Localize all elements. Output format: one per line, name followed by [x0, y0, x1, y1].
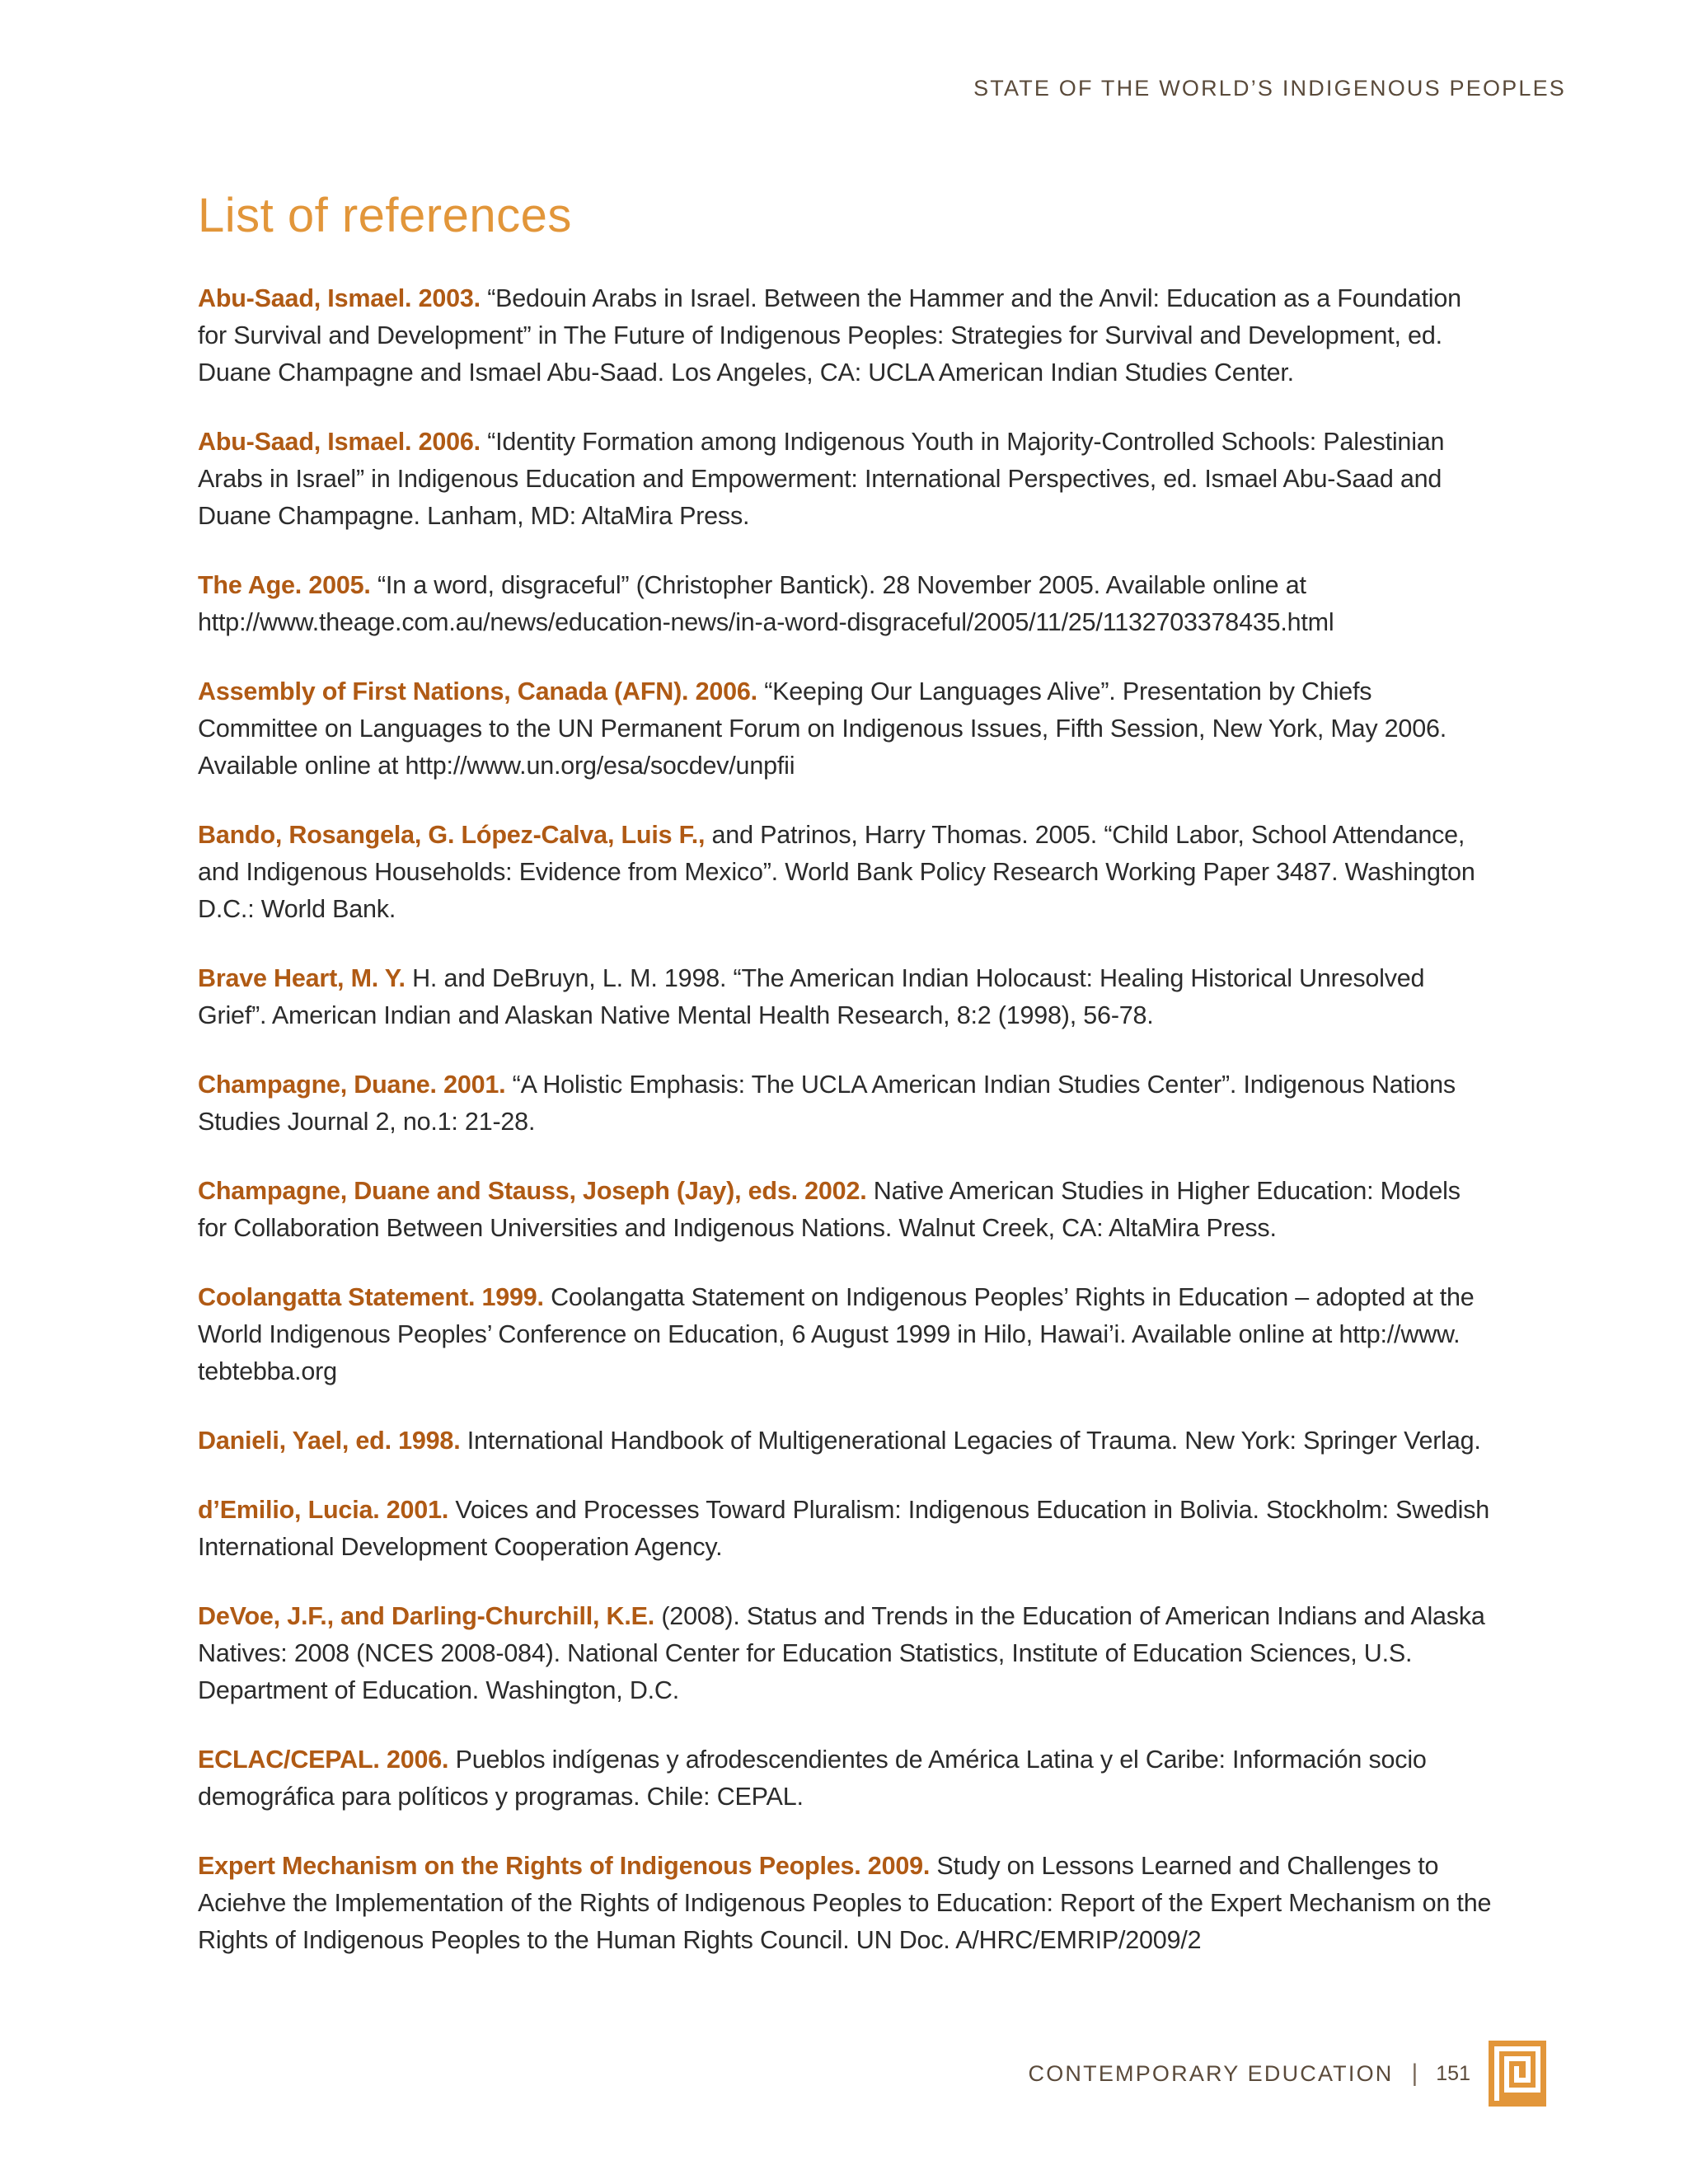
reference-text: (2008). Status and Trends in the Education of American Indians and Alaska Natives: 2008 (NCES 2008-084). National Center for Education Statistics, Institute of Education Sciences, U.S. Department of Education. Washington, D.C.	[198, 1602, 1485, 1704]
reference-text: H. and DeBruyn, L. M. 1998. “The American Indian Holocaust: Healing Historical Unresolved Grief”. American Indian and Alaskan Native Mental Health Research, 8:2 (1998), 56-78.	[198, 964, 1425, 1029]
reference-author: Abu-Saad, Ismael. 2003.	[198, 284, 481, 312]
footer-section-title: CONTEMPORARY EDUCATION	[1028, 2060, 1394, 2086]
reference-author: Assembly of First Nations, Canada (AFN). 2006.	[198, 677, 757, 705]
reference-text: “Bedouin Arabs in Israel. Between the Hammer and the Anvil: Education as a Foundation for Survival and Development” in The Future of Indigenous Peoples: Strategies for Survival and Development, ed. Duane Champagne and Ismael Abu-Saad. Los Angeles, CA: UCLA American Indian Studies Center.	[198, 284, 1461, 387]
reference-item	[198, 960, 1492, 1034]
reference-item	[198, 1741, 1492, 1816]
reference-item	[198, 1598, 1492, 1709]
reference-item	[198, 424, 1492, 535]
reference-text: and Patrinos, Harry Thomas. 2005. “Child Labor, School Attendance, and Indigenous Households: Evidence from Mexico”. World Bank Policy Research Working Paper 3487. Washington D.C.: World Bank.	[198, 821, 1475, 923]
page-title: List of references	[198, 189, 572, 242]
reference-text: International Handbook of Multigenerational Legacies of Trauma. New York: Springer Verlag.	[460, 1427, 1481, 1455]
reference-text: Study on Lessons Learned and Challenges to Aciehve the Implementation of the Rights of Indigenous Peoples to Education: Report of the Expert Mechanism on the Rights of Indigenous Peoples to the Human Rights Council. UN Doc. A/HRC/EMRIP/2009/2	[198, 1852, 1492, 1954]
reference-item	[198, 673, 1492, 785]
reference-author: ECLAC/CEPAL. 2006.	[198, 1746, 449, 1774]
page-number: 151	[1436, 2061, 1470, 2085]
reference-author: Abu-Saad, Ismael. 2006.	[198, 428, 481, 456]
page-footer	[1029, 2041, 1546, 2107]
reference-text: Pueblos indígenas y afrodescendientes de América Latina y el Caribe: Información socio demográfica para políticos y programas. Chile: CEPAL.	[198, 1746, 1427, 1811]
reference-item	[198, 1848, 1492, 1959]
reference-item	[198, 1492, 1492, 1566]
reference-author: Champagne, Duane. 2001.	[198, 1071, 506, 1099]
reference-author: Brave Heart, M. Y.	[198, 964, 406, 992]
reference-item	[198, 280, 1492, 391]
reference-text: “A Holistic Emphasis: The UCLA American Indian Studies Center”. Indigenous Nations Studies Journal 2, no.1: 21-28.	[198, 1071, 1456, 1136]
reference-text: Native American Studies in Higher Education: Models for Collaboration Between Universities and Indigenous Nations. Walnut Creek, CA: AltaMira Press.	[198, 1177, 1461, 1242]
reference-list	[198, 280, 1492, 1991]
reference-author: d’Emilio, Lucia. 2001.	[198, 1496, 449, 1524]
reference-text: “Identity Formation among Indigenous Youth in Majority-Controlled Schools: Palestinian Arabs in Israel” in Indigenous Education and Empowerment: International Perspectives, ed. Ismael Abu-Saad and Duane Champagne. Lanham, MD: AltaMira Press.	[198, 428, 1445, 530]
reference-item	[198, 817, 1492, 928]
reference-item	[198, 1279, 1492, 1390]
footer-separator: |	[1411, 2060, 1418, 2087]
reference-author: Champagne, Duane and Stauss, Joseph (Jay), eds. 2002.	[198, 1177, 867, 1205]
reference-author: Bando, Rosangela, G. López-Calva, Luis F.,	[198, 821, 706, 849]
reference-author: DeVoe, J.F., and Darling-Churchill, K.E.	[198, 1602, 655, 1630]
greek-key-spiral-icon	[1489, 2041, 1546, 2107]
running-header: STATE OF THE WORLD’S INDIGENOUS PEOPLES	[973, 76, 1566, 101]
reference-author: Coolangatta Statement. 1999.	[198, 1283, 544, 1311]
reference-item	[198, 1173, 1492, 1247]
reference-author: Expert Mechanism on the Rights of Indigenous Peoples. 2009.	[198, 1852, 931, 1880]
reference-author: The Age. 2005.	[198, 571, 371, 599]
reference-text: “In a word, disgraceful” (Christopher Bantick). 28 November 2005. Available online at http://www.theage.com.au/news/education-news/in-a-word-disgraceful/2005/11/25/1132703378435.html	[198, 571, 1334, 636]
reference-item	[198, 1422, 1492, 1460]
reference-author: Danieli, Yael, ed. 1998.	[198, 1427, 461, 1455]
reference-text: “Keeping Our Languages Alive”. Presentation by Chiefs Committee on Languages to the UN Permanent Forum on Indigenous Issues, Fifth Session, New York, May 2006. Available online at http://www.un.org/esa/socdev/unpfii	[198, 677, 1447, 780]
reference-text: Voices and Processes Toward Pluralism: Indigenous Education in Bolivia. Stockholm: Swedish International Development Cooperation Agency.	[198, 1496, 1490, 1561]
reference-text: Coolangatta Statement on Indigenous Peoples’ Rights in Education – adopted at the World Indigenous Peoples’ Conference on Education, 6 August 1999 in Hilo, Hawai’i. Available online at http://www. tebtebba.org	[198, 1283, 1475, 1385]
reference-item	[198, 1066, 1492, 1141]
reference-item	[198, 567, 1492, 641]
